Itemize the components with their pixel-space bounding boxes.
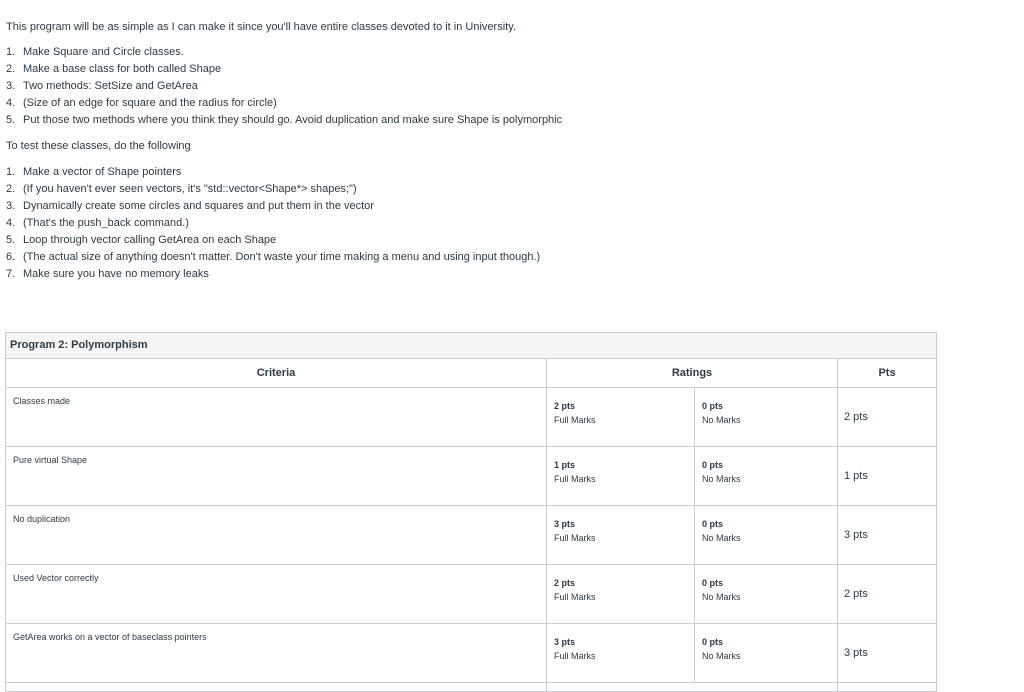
rating-divider xyxy=(694,506,695,564)
criterion-description: Used Vector correctly xyxy=(13,573,99,583)
rating-full-marks[interactable] xyxy=(554,399,596,427)
rating-divider xyxy=(694,565,695,623)
rating-points: 3 pts xyxy=(554,519,576,529)
list-item: 3. Dynamically create some circles and squares and put them in the vector xyxy=(6,200,374,212)
rating-divider xyxy=(694,447,695,505)
criterion-points: 3 pts xyxy=(844,647,868,659)
rating-no-marks[interactable] xyxy=(702,576,741,604)
rating-points: 0 pts xyxy=(702,637,724,647)
rating-no-marks[interactable] xyxy=(702,399,741,427)
rating-points: 2 pts xyxy=(554,578,576,588)
rating-points: 0 pts xyxy=(702,401,724,411)
list-item: 5. Loop through vector calling GetArea on each Shape xyxy=(6,234,277,246)
rating-full-marks[interactable] xyxy=(554,517,596,545)
test-steps-list xyxy=(6,164,540,283)
criterion-description: GetArea works on a vector of baseclass pointers xyxy=(13,632,207,642)
list-item: 5. Put those two methods where you think they should go. Avoid duplication and make sure Shape is polymorphic xyxy=(6,114,563,126)
criterion-points: 3 pts xyxy=(844,529,868,541)
rating-label: Full Marks xyxy=(554,474,596,484)
rating-divider xyxy=(694,624,695,682)
rating-no-marks[interactable] xyxy=(702,458,741,486)
rating-no-marks[interactable] xyxy=(702,635,741,663)
rating-label: Full Marks xyxy=(554,651,596,661)
list-item: 1. Make Square and Circle classes. xyxy=(6,46,184,58)
rating-no-marks[interactable] xyxy=(702,517,741,545)
criterion-description: Classes made xyxy=(13,396,71,406)
rubric-row xyxy=(6,565,936,624)
rating-label: No Marks xyxy=(702,533,741,543)
criterion-points: 1 pts xyxy=(844,470,868,482)
rubric-table xyxy=(5,332,937,692)
rubric-row xyxy=(6,624,936,683)
rating-label: No Marks xyxy=(702,651,741,661)
list-item: 6. (The actual size of anything doesn't matter. Don't waste your time making a menu and using input though.) xyxy=(6,251,541,263)
criteria-header: Criteria xyxy=(256,367,296,379)
criterion-points: 2 pts xyxy=(844,411,868,423)
rating-label: Full Marks xyxy=(554,415,596,425)
rating-points: 3 pts xyxy=(554,637,576,647)
list-item: 2. (If you haven't ever seen vectors, it's "std::vector<Shape*> shapes;") xyxy=(6,183,357,195)
list-item: 7. Make sure you have no memory leaks xyxy=(6,268,209,280)
rating-points: 2 pts xyxy=(554,401,576,411)
test-intro-paragraph: To test these classes, do the following xyxy=(6,140,191,152)
rating-label: No Marks xyxy=(702,474,741,484)
rubric-header-row xyxy=(6,359,936,388)
rubric-row xyxy=(6,388,936,447)
rating-full-marks[interactable] xyxy=(554,635,596,663)
list-item: 1. Make a vector of Shape pointers xyxy=(6,166,182,178)
rating-label: Full Marks xyxy=(554,533,596,543)
rating-label: No Marks xyxy=(702,592,741,602)
rating-points: 0 pts xyxy=(702,460,724,470)
rubric-row xyxy=(6,447,936,506)
rating-label: No Marks xyxy=(702,415,741,425)
list-item: 2. Make a base class for both called Shape xyxy=(6,63,222,75)
pts-header: Pts xyxy=(878,367,896,379)
criterion-points: 2 pts xyxy=(844,588,868,600)
rubric-row xyxy=(6,506,936,565)
rating-label: Full Marks xyxy=(554,592,596,602)
rating-points: 0 pts xyxy=(702,578,724,588)
rating-full-marks[interactable] xyxy=(554,458,596,486)
list-item: 4. (That's the push_back command.) xyxy=(6,217,189,229)
list-item: 3. Two methods: SetSize and GetArea xyxy=(6,80,198,92)
rating-points: 0 pts xyxy=(702,519,724,529)
rubric-title: Program 2: Polymorphism xyxy=(6,333,936,359)
rating-points: 1 pts xyxy=(554,460,576,470)
ratings-header: Ratings xyxy=(671,367,713,379)
criterion-description: Pure virtual Shape xyxy=(13,455,88,465)
list-item: 4. (Size of an edge for square and the radius for circle) xyxy=(6,97,277,109)
intro-paragraph: This program will be as simple as I can make it since you'll have entire classes devoted to it in University. xyxy=(6,21,516,33)
rating-full-marks[interactable] xyxy=(554,576,596,604)
criterion-description: No duplication xyxy=(13,514,71,524)
rating-divider xyxy=(694,388,695,446)
requirements-list xyxy=(6,44,562,129)
